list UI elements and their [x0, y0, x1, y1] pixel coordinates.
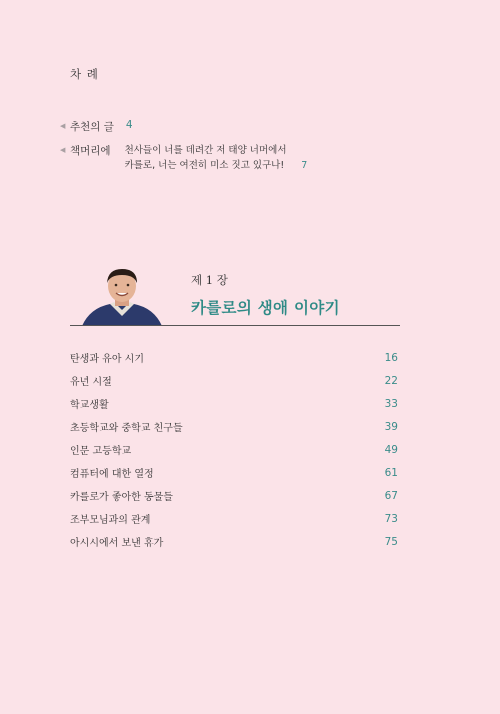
toc-entry[interactable] [70, 484, 398, 507]
page-number: 33 [384, 397, 398, 410]
toc-entry-title: 인문 고등학교 [70, 446, 132, 457]
front-matter-description [125, 143, 308, 173]
front-matter-item[interactable] [60, 143, 307, 173]
toc-entry-title: 아시시에서 보낸 휴가 [70, 538, 164, 549]
chapter-header [70, 264, 400, 326]
toc-entry[interactable] [70, 415, 398, 438]
toc-entry[interactable] [70, 507, 398, 530]
portrait-photo [82, 268, 162, 326]
toc-entry[interactable] [70, 369, 398, 392]
description-line: 천사들이 너를 데려간 저 태양 너머에서 [124, 145, 287, 156]
front-matter-item[interactable] [60, 119, 133, 134]
chapter-label: 제 1 장 [191, 273, 228, 287]
toc-entry-title: 조부모님과의 관계 [70, 515, 151, 526]
chapter-title: 카를로의 생애 이야기 [191, 299, 340, 317]
toc-entry-title: 유년 시절 [70, 377, 112, 388]
bullet-icon: ◀ [60, 122, 66, 130]
front-matter-label: 추천의 글 [70, 121, 114, 133]
page-number: 49 [384, 443, 398, 456]
toc-entry[interactable] [70, 530, 398, 553]
toc-entry[interactable] [70, 346, 398, 369]
front-matter-label: 책머리에 [70, 145, 111, 157]
toc-entry-title: 초등학교와 중학교 친구들 [70, 423, 183, 434]
page-number: 39 [384, 420, 398, 433]
page-number: 67 [384, 489, 398, 502]
page-number: 75 [384, 535, 398, 548]
toc-entry[interactable] [70, 461, 398, 484]
toc-entry[interactable] [70, 392, 398, 415]
description-line-text: 카를로, 너는 여전히 미소 짓고 있구나! [124, 160, 285, 171]
divider [70, 325, 400, 326]
toc-entry-title: 카를로가 좋아한 동물들 [70, 492, 173, 503]
toc-entry-title: 컴퓨터에 대한 열정 [70, 469, 154, 480]
toc-entry[interactable] [70, 438, 398, 461]
page-number: 7 [301, 160, 308, 171]
page-number: 73 [384, 512, 398, 525]
bullet-icon: ◀ [60, 146, 66, 154]
toc-list [70, 346, 398, 553]
toc-entry-title: 학교생활 [70, 400, 109, 411]
page-number: 61 [384, 466, 398, 479]
toc-heading: 차 례 [70, 67, 99, 81]
description-line [125, 158, 308, 173]
page-number: 22 [384, 374, 398, 387]
toc-entry-title: 탄생과 유아 시기 [70, 354, 144, 365]
page-number: 16 [384, 351, 398, 364]
page-number: 4 [125, 119, 133, 131]
